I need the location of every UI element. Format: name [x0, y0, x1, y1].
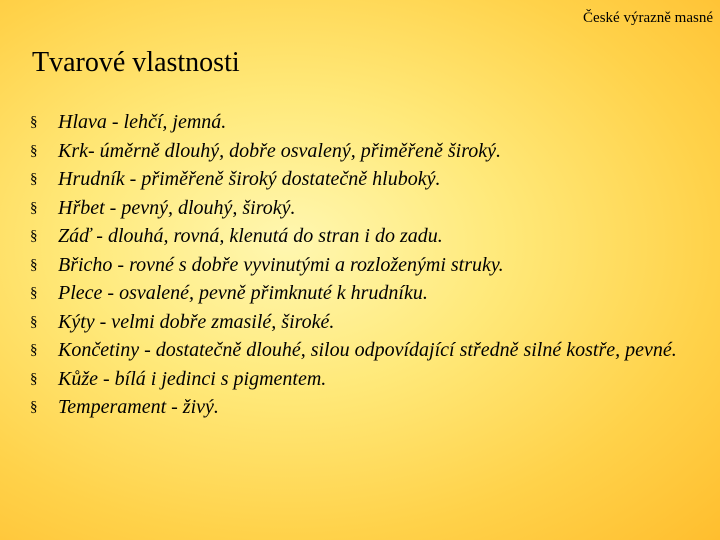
slide-title: Tvarové vlastnosti — [32, 47, 240, 78]
bullet-marker-icon: § — [30, 256, 38, 273]
bullet-marker-icon: § — [30, 370, 38, 387]
bullet-marker-icon: § — [30, 313, 38, 330]
list-item-text: Krk- úměrně dlouhý, dobře osvalený, přiměřeně široký. — [58, 139, 502, 162]
bullet-marker-icon: § — [30, 228, 38, 244]
list-item-text: Kýty - velmi dobře zmasilé, široké. — [58, 310, 335, 333]
list-item — [30, 365, 700, 394]
list-item-text: Hlava - lehčí, jemná. — [58, 111, 227, 133]
list-item — [30, 222, 700, 251]
list-item — [30, 194, 700, 223]
list-item — [30, 137, 700, 166]
list-item — [30, 279, 700, 308]
list-item-text: Hrudník - přiměřeně široký dostatečně hluboký. — [58, 168, 441, 190]
list-item-text: Končetiny - dostatečně dlouhé, silou odpovídající středně silné kostře, pevné. — [58, 339, 677, 361]
header-note: České výrazně masné — [583, 10, 713, 26]
list-item-text: Hřbet - pevný, dlouhý, široký. — [58, 196, 296, 219]
list-item — [30, 308, 700, 337]
list-item — [30, 336, 700, 365]
list-item — [30, 165, 700, 194]
bullet-marker-icon: § — [30, 114, 38, 130]
bullet-list — [30, 108, 700, 422]
bullet-marker-icon: § — [30, 171, 38, 187]
bullet-marker-icon: § — [30, 399, 38, 415]
list-item — [30, 108, 700, 137]
list-item — [30, 393, 700, 422]
list-item-text: Břicho - rovné s dobře vyvinutými a rozloženými struky. — [58, 253, 504, 276]
list-item-text: Temperament - živý. — [58, 396, 219, 418]
bullet-marker-icon: § — [30, 199, 38, 216]
bullet-marker-icon: § — [30, 285, 38, 301]
list-item-text: Záď - dlouhá, rovná, klenutá do stran i do zadu. — [58, 225, 443, 247]
list-item — [30, 251, 700, 280]
list-item-text: Plece - osvalené, pevně přimknuté k hrudníku. — [58, 282, 428, 304]
bullet-marker-icon: § — [30, 342, 38, 358]
list-item-text: Kůže - bílá i jedinci s pigmentem. — [58, 367, 327, 390]
bullet-marker-icon: § — [30, 142, 38, 159]
